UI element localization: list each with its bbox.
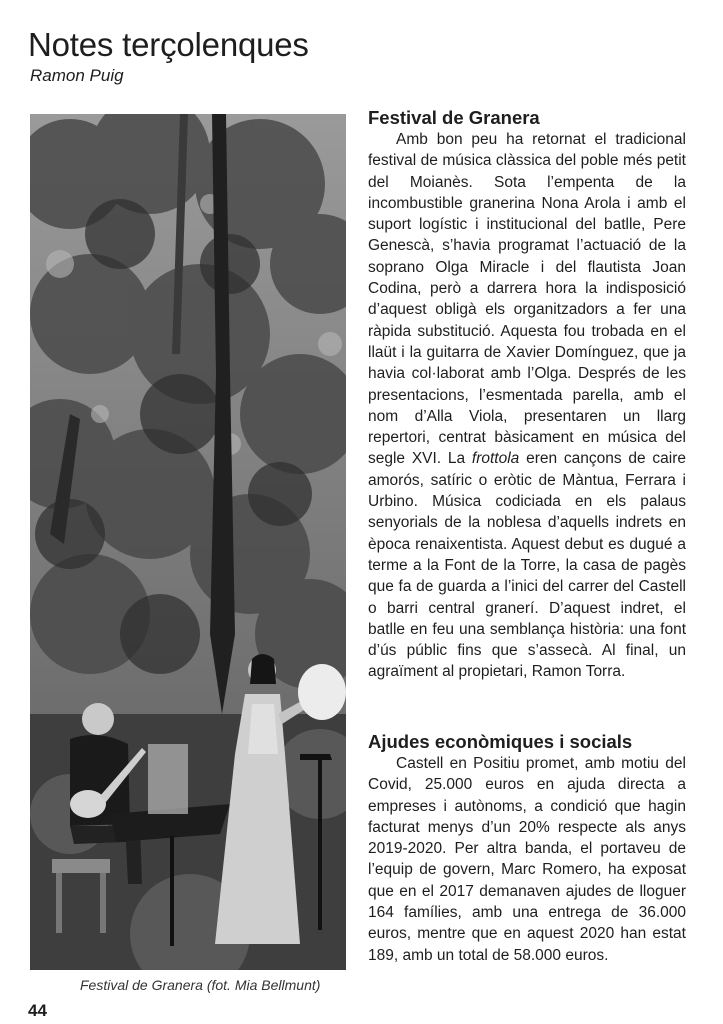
article-festival [368,107,686,683]
body-text: Amb bon peu ha retornat el tradicional festival de música clàssica del poble més petit del Moianès. Sota l’empenta de la incombustible granerina Nona Arola i amb el suport logístic i institucional del batlle, Pere Genescà, s’havia programat l’actuació de la soprano Olga Miracle i del flautista Joan Codina, però a darrera hora la indisposició d’aquest obligà els organitzadors a fer una ràpida substitució. Aquesta fou trobada en el llaüt i la guitarra de Xavier Domínguez, que ja havia col·laborat amb l’Olga. Després de les presentacions, l’esmentada parella, amb el nom d’Alla Viola, presentaren un llarg repertori, centrat bàsicament en música del segle XVI. La [368,131,686,468]
page-title: Notes terçolenques [28,26,309,63]
article-ajudes [368,731,686,966]
article-body: Castell en Positiu promet, amb motiu del Covid, 25.000 euros en ajuda directa a empreses i autònoms, a condició que hagin facturat menys d’un 20% respecte als anys 2019-2020. Per altra banda, el portaveu de l’equip de govern, Marc Romero, ha exposat que en el 2017 demanaven ajudes de lloguer 164 famílies, amb una entrega de 36.000 euros, mentre que en aquest 2020 han estat 189, amb un total de 58.000 euros. [368,755,686,964]
italic-term: frottola [471,450,520,468]
concert-photo [30,114,346,970]
body-text: eren cançons de caire amorós, satíric o eròtic de Màntua, Ferrara i Urbino. Música codiciada en els palaus senyorials de la noblesa d’aquells indrets en època renaixentista. Aquest debut es dugué a terme a la Font de la Torre, la casa de pagès que fa de guarda a l’inici del carrer del Castell o barri central granerí. D’aquest indret, el batlle en feu una semblança història: una font d’ús públic fins que s’assecà. Al final, un agraïment al propietari, Ramon Torra. [368,450,686,681]
article-heading: Festival de Granera [368,107,540,128]
photo-caption: Festival de Granera (fot. Mia Bellmunt) [80,977,321,993]
page-number: 44 [28,1001,47,1020]
author-name: Ramon Puig [30,66,124,85]
article-body [368,129,686,683]
photo-illustration [30,114,346,970]
article-heading: Ajudes econòmiques i socials [368,731,633,752]
